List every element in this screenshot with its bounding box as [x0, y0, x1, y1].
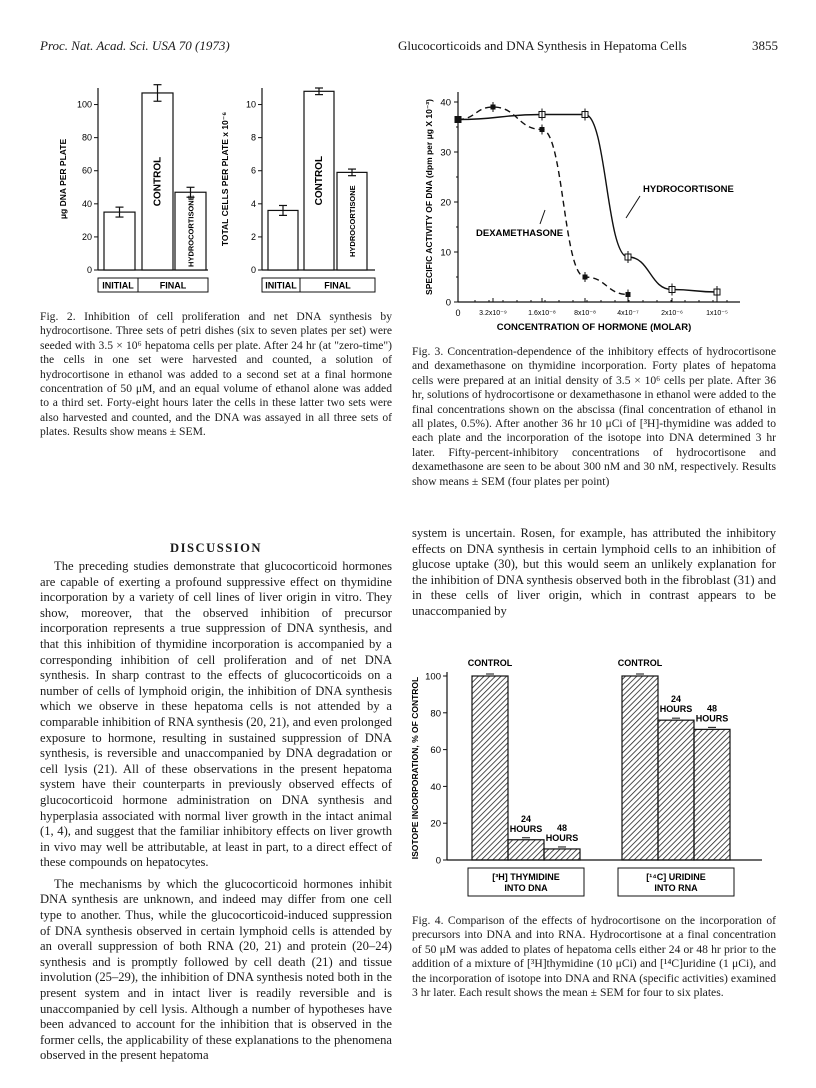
y-axis-label: ISOTOPE INCORPORATION, % OF CONTROL [410, 676, 420, 860]
discussion-body [40, 559, 392, 1070]
x-tick-label: 1.6x10⁻⁸ [528, 310, 556, 317]
fig3-caption: Fig. 3. Concentration-dependence of the inhibitory effects of hydrocortisone and dexamethasone on thymidine incorporation. Forty plates of hepatoma cells were prepared at an initial density of 3.5 × 10⁶ cells per plate. After 36 hr, solutions of hydrocortisone or dexamethasone in ethanol were added to the final concentrations shown on the abscissa (final concentration of ethanol in all plates, 0.5%). After another 36 hr 10 μCi of [³H]-thymidine was added to each plate and the incorporation of the isotope into DNA determined 3 hr later. Fifty-percent-inhibitory concentrations of hydrocortisone and dexamethasone are seen to be about 300 nM and 30 nM, respectively. Results show means ± SEM (four plates per point) [412, 345, 776, 488]
x-tick-label: 0 [455, 308, 461, 318]
x-axis-label: CONCENTRATION OF HORMONE (MOLAR) [496, 322, 692, 333]
discussion-paragraph-1: The preceding studies demonstrate that glucocorticoid hormones are capable of exerting a profound suppressive effect on thymidine incorporation by a variety of cell lines of liver origin in vitro. They show, moreover, that the observed inhibition of precursor incorporation represents a true suppression of DNA synthesis, and that this inhibition of thymidine incorporation is accompanied by a corresponding inhibition of cell proliferation and of net DNA synthesis. In sharp contrast to the effects of glucocorticoids on a number of cells of lymphoid origin, the inhibition of DNA synthesis which we observe in these hepatoma cells is not attended by a comparable inhibition of RNA synthesis (20, 21), and even prolonged exposure to hormone, resulting in sustained suppression of DNA synthesis, is reversible and unaccompanied by DNA degradation or cell lysis (21). All of these observations in the present hepatoma system have their counterparts in previously observed effects of glucocorticoid hormone administration on DNA synthesis and hyperplasia associated with normal liver growth in the intact animal (1, 4), and suggest that the familiar inhibitory effects on liver growth in vivo may well be attributable, at least in part, to a direct effect of these compounds on hepatocytes. [40, 559, 392, 870]
bar [544, 849, 580, 860]
bar [472, 676, 508, 860]
y-tick-label: 0 [445, 297, 451, 309]
running-title: Glucocorticoids and DNA Synthesis in Hepatoma Cells [398, 38, 687, 53]
group-label: INTO DNA [504, 883, 548, 893]
y-tick-label: 80 [430, 708, 441, 720]
x-tick-label: 1x10⁻⁵ [706, 310, 728, 317]
y-tick-label: 20 [81, 231, 92, 242]
bar [694, 729, 730, 860]
y-tick-label: 0 [250, 265, 256, 275]
y-tick-label: 100 [76, 99, 92, 110]
x-tick-label: 4x10⁻⁷ [617, 310, 639, 317]
legend-hydrocortisone: HYDROCORTISONE [643, 184, 734, 195]
y-tick-label: 80 [81, 132, 92, 143]
group-label: [¹⁴C] URIDINE [646, 872, 706, 882]
bar-label: HYDROCORTISONE [186, 195, 196, 267]
bar-label: CONTROL [467, 658, 513, 668]
y-tick-label: 2 [250, 231, 256, 242]
journal-citation: Proc. Nat. Acad. Sci. USA 70 (1973) [40, 38, 230, 53]
page-number: 3855 [752, 38, 778, 53]
y-tick-label: 20 [430, 818, 441, 830]
bar-label: HOURS [509, 823, 543, 834]
bar [622, 676, 658, 860]
y-tick-label: 4 [250, 198, 256, 209]
x-tick-label: 2x10⁻⁶ [661, 310, 683, 317]
discussion-continued [412, 526, 776, 626]
bar-label: HYDROCORTISONE [348, 185, 357, 258]
bar-label: HOURS [659, 704, 693, 715]
group-label: INITIAL [102, 280, 134, 291]
y-axis-label: TOTAL CELLS PER PLATE x 10⁻⁶ [220, 111, 230, 247]
x-tick-label: 8x10⁻⁸ [574, 310, 596, 317]
bar-label: 48 [556, 822, 568, 833]
y-tick-label: 10 [245, 99, 256, 110]
bar-label: HOURS [695, 713, 729, 724]
discussion-heading: DISCUSSION [170, 541, 262, 555]
y-tick-label: 40 [430, 781, 441, 793]
x-tick-label: 3.2x10⁻⁹ [479, 310, 507, 317]
y-tick-label: 8 [250, 132, 256, 143]
bar [508, 840, 544, 860]
y-axis-label: μg DNA PER PLATE [58, 138, 68, 220]
group-label: FINAL [159, 280, 187, 291]
y-tick-label: 60 [81, 165, 92, 176]
fig2-caption: Fig. 2. Inhibition of cell proliferation and net DNA synthesis by hydrocortisone. Three sets of petri dishes (six to seven plates per set) were seeded with 3.5 × 10⁶ hepatoma cells per plate. After 24 hr (at "zero-time") the cells in one set were harvested and counted, a solution of hydrocortisone in ethanol was added to a second set at a final hormone concentration of 50 μM, and an equal volume of ethanol alone was added to a third set. Forty-eight hours later the cells in these latter two sets were also harvested and counted, and the DNA was assayed in all three sets of plates. Results show means ± SEM. [40, 310, 392, 439]
y-tick-label: 0 [86, 265, 92, 275]
bar [658, 720, 694, 860]
bar-label: 24 [670, 694, 682, 705]
bar-label: 48 [706, 703, 718, 714]
bar-label: CONTROL [314, 155, 325, 206]
group-label: FINAL [324, 280, 351, 291]
y-tick-label: 40 [440, 97, 451, 109]
discussion-paragraph-3: system is uncertain. Rosen, for example, has attributed the inhibitory effects on DNA synthesis in certain lymphoid cells to an inhibition of glucose uptake (30), but this would seem an unlikely explanation for the inhibition of DNA synthesis observed both in the fibroblast (31) and in these cells of liver origin, which in contrast appears to be unaccompanied by [412, 526, 776, 618]
y-tick-label: 10 [440, 247, 451, 259]
y-tick-label: 0 [435, 855, 441, 867]
discussion-paragraph-2: The mechanisms by which the glucocorticoid hormones inhibit DNA synthesis are unknown, and indeed may differ from one cell type to another. Thus, while the glucocorticoid-induced suppression of DNA synthesis observed in certain lymphoid cells is attended by an overall suppression of both RNA (20, 21) and protein (20–24) synthesis and is promptly followed by cell death (21) and tissue involution (25–29), the inhibition of DNA synthesis noted both in the present system and in intact liver is readily reversible and is unaccompanied by cell lysis. Although a number of hypotheses have been advanced to account for the inhibition that is observed in the former cells, the applicability of these explanations to the phenomena observed in the present hepatoma [40, 876, 392, 1063]
bar-label: CONTROL [152, 156, 164, 207]
y-tick-label: 30 [440, 147, 451, 159]
group-label: [³H] THYMIDINE [492, 872, 560, 882]
fig4-caption: Fig. 4. Comparison of the effects of hydrocortisone on the incorporation of precursors into DNA and into RNA. Hydrocortisone at a final concentration of 50 μM was added to plates of hepatoma cells either 24 or 48 hr prior to the addition of a mixture of [³H]thymidine (10 μCi) and [¹⁴C]uridine (1 μCi), and the incorporation of isotope into DNA and RNA (specific activities) examined 3 hr later. Each result shows the mean ± SEM for four to six plates. [412, 914, 776, 1000]
legend-dexamethasone: DEXAMETHASONE [476, 228, 564, 239]
y-tick-label: 100 [425, 671, 441, 683]
y-axis-label: SPECIFIC ACTIVITY OF DNA (dpm per μg X 10⁻³) [424, 99, 434, 295]
group-label: INTO RNA [654, 883, 698, 893]
bar-label: HOURS [545, 832, 579, 843]
y-tick-label: 40 [81, 198, 92, 209]
y-tick-label: 6 [250, 165, 256, 176]
bar-label: CONTROL [617, 658, 663, 668]
y-tick-label: 20 [440, 197, 451, 209]
bar-label: 24 [520, 813, 532, 824]
group-label: INITIAL [265, 280, 297, 291]
y-tick-label: 60 [430, 745, 441, 757]
